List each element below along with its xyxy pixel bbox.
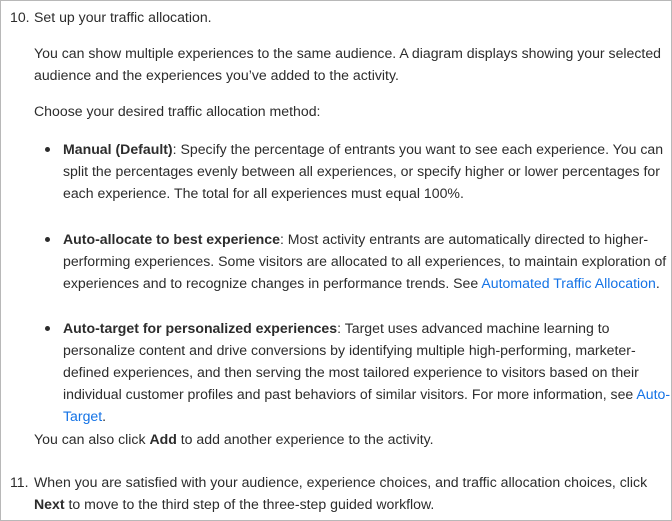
bullet-icon [45,147,50,152]
step-10 [10,6,670,28]
step-number: 11. [10,474,29,490]
step-body [34,471,670,515]
next-keyword: Next [34,496,65,512]
also-text-end: to add another experience to the activity. [176,431,434,447]
option-term: Auto-allocate to best experience [63,231,280,247]
choose-paragraph: Choose your desired traffic allocation method: [34,103,321,119]
option-auto-allocate [63,228,672,294]
option-text-end: . [655,275,660,291]
bullet-icon [45,326,50,331]
step-text-end: to move to the third step of the three-step guided workflow. [64,496,435,512]
step-11 [10,471,670,515]
automated-traffic-allocation-link[interactable]: Automated Traffic Allocation [481,275,656,291]
option-term: Manual (Default) [63,141,173,157]
add-keyword: Add [149,431,177,447]
also-paragraph [34,428,664,450]
option-text-end: . [102,408,107,424]
step-heading: Set up your traffic allocation. [34,9,212,25]
option-term: Auto-target for personalized experiences [63,320,338,336]
intro-paragraph: You can show multiple experiences to the same audience. A diagram displays showing your selected audience and the experiences you’ve added to the activity. [34,45,662,83]
step-text: When you are satisfied with your audience, experience choices, and traffic allocation choices, click [34,474,648,490]
also-text: You can also click [34,431,150,447]
option-text: : Target uses advanced machine learning to personalize content and drive conversions by identifying multiple high-performing, marketer-defined experiences, and then serving the most tailored experience to visitors based on their individual customer profiles and past behaviors of similar visitors. For more information, see [63,320,639,402]
step-number: 10. [10,9,30,25]
auto-target-link[interactable]: Auto-Target [63,386,671,424]
option-text: : Specify the percentage of entrants you want to see each experience. You can split the percentages evenly between all experiences, or specify higher or lower percentages for each experience. The total for all experiences must equal 100%. [63,141,664,201]
bullet-icon [45,237,50,242]
option-text: : Most activity entrants are automatically directed to higher-performing experiences. Some visitors are allocated to all experiences, to maintain exploration of experiences and to recognize changes in performance trends. See [63,231,667,291]
option-manual [63,138,672,204]
option-auto-target [63,317,672,427]
